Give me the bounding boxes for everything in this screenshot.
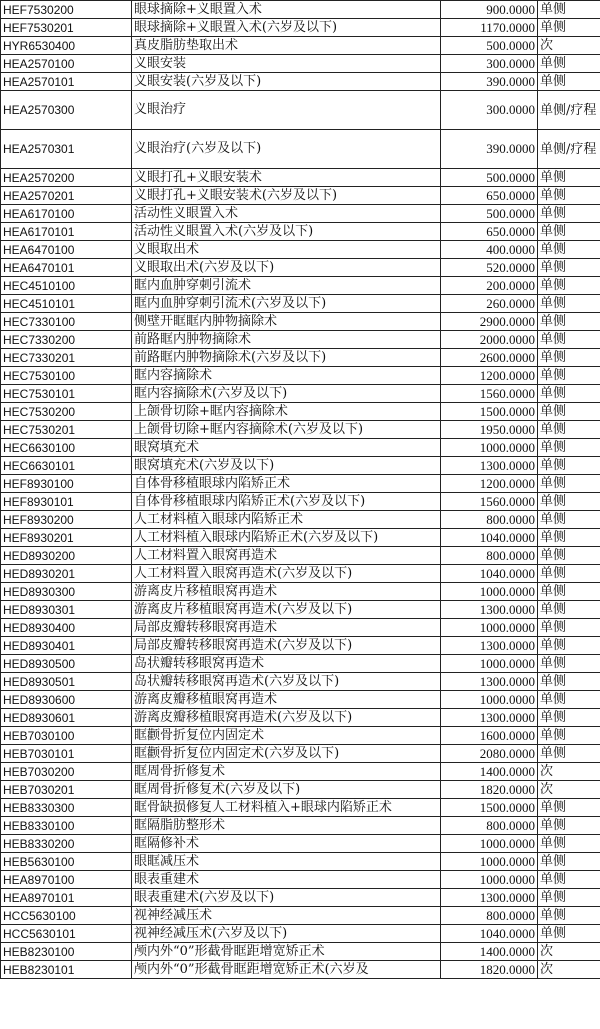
item-name-cell: 义眼治疗(六岁及以下) — [132, 130, 441, 169]
code-cell: HEA2570201 — [1, 187, 132, 205]
price-cell: 1300.0000 — [441, 457, 538, 475]
code-cell: HEA2570200 — [1, 169, 132, 187]
unit-cell: 单侧 — [538, 385, 600, 403]
unit-cell: 次 — [538, 961, 600, 979]
table-row — [1, 331, 600, 349]
unit-cell: 单侧 — [538, 655, 600, 673]
unit-cell: 次 — [538, 943, 600, 961]
code-cell: HEB8330300 — [1, 799, 132, 817]
item-name-cell: 前路眶内肿物摘除术 — [132, 331, 441, 349]
table-row — [1, 457, 600, 475]
price-cell: 1000.0000 — [441, 439, 538, 457]
unit-cell: 单侧 — [538, 817, 600, 835]
code-cell: HED8930501 — [1, 673, 132, 691]
price-cell: 1560.0000 — [441, 385, 538, 403]
item-name-cell: 前路眶内肿物摘除术(六岁及以下) — [132, 349, 441, 367]
table-row — [1, 817, 600, 835]
item-name-cell: 眶内血肿穿刺引流术(六岁及以下) — [132, 295, 441, 313]
code-cell: HED8930201 — [1, 565, 132, 583]
item-name-cell: 眼表重建术 — [132, 871, 441, 889]
code-cell: HED8930500 — [1, 655, 132, 673]
table-row — [1, 799, 600, 817]
item-name-cell: 活动性义眼置入术 — [132, 205, 441, 223]
item-name-cell: 岛状瓣转移眼窝再造术(六岁及以下) — [132, 673, 441, 691]
item-name-cell: 游离皮瓣移植眼窝再造术(六岁及以下) — [132, 709, 441, 727]
code-cell: HEA8970100 — [1, 871, 132, 889]
item-name-cell: 侧壁开眶眶内肿物摘除术 — [132, 313, 441, 331]
price-cell: 2000.0000 — [441, 331, 538, 349]
code-cell: HEC4510101 — [1, 295, 132, 313]
unit-cell: 单侧 — [538, 439, 600, 457]
price-cell: 800.0000 — [441, 817, 538, 835]
item-name-cell: 眼表重建术(六岁及以下) — [132, 889, 441, 907]
price-cell: 1400.0000 — [441, 763, 538, 781]
price-cell: 2600.0000 — [441, 349, 538, 367]
table-row — [1, 295, 600, 313]
price-cell: 1000.0000 — [441, 583, 538, 601]
table-row — [1, 385, 600, 403]
unit-cell: 单侧 — [538, 457, 600, 475]
code-cell: HEA2570100 — [1, 55, 132, 73]
item-name-cell: 上颌骨切除+眶内容摘除术 — [132, 403, 441, 421]
unit-cell: 单侧 — [538, 601, 600, 619]
item-name-cell: 视神经减压术 — [132, 907, 441, 925]
item-name-cell: 眶颧骨折复位内固定术(六岁及以下) — [132, 745, 441, 763]
item-name-cell: 眶内容摘除术 — [132, 367, 441, 385]
price-cell: 800.0000 — [441, 907, 538, 925]
code-cell: HEA2570301 — [1, 130, 132, 169]
item-name-cell: 人工材料植入眼球内陷矫正术 — [132, 511, 441, 529]
unit-cell: 单侧 — [538, 547, 600, 565]
code-cell: HEB8330200 — [1, 835, 132, 853]
price-cell: 1040.0000 — [441, 529, 538, 547]
table-row — [1, 277, 600, 295]
item-name-cell: 颅内外“0”形截骨眶距增宽矫正术 — [132, 943, 441, 961]
code-cell: HEB7030201 — [1, 781, 132, 799]
unit-cell: 单侧 — [538, 19, 600, 37]
table-row — [1, 493, 600, 511]
table-row — [1, 55, 600, 73]
fee-table-body — [1, 1, 600, 979]
table-row — [1, 403, 600, 421]
item-name-cell: 眶内血肿穿刺引流术 — [132, 277, 441, 295]
table-row — [1, 529, 600, 547]
code-cell: HEC7530101 — [1, 385, 132, 403]
unit-cell: 单侧 — [538, 583, 600, 601]
unit-cell: 单侧 — [538, 673, 600, 691]
unit-cell: 单侧 — [538, 403, 600, 421]
code-cell: HED8930601 — [1, 709, 132, 727]
unit-cell: 单侧 — [538, 223, 600, 241]
unit-cell: 单侧 — [538, 259, 600, 277]
code-cell: HED8930301 — [1, 601, 132, 619]
unit-cell: 单侧 — [538, 55, 600, 73]
code-cell: HEB7030200 — [1, 763, 132, 781]
code-cell: HEF8930100 — [1, 475, 132, 493]
table-row — [1, 475, 600, 493]
unit-cell: 单侧 — [538, 421, 600, 439]
price-cell: 300.0000 — [441, 91, 538, 130]
price-cell: 1300.0000 — [441, 889, 538, 907]
price-cell: 1300.0000 — [441, 637, 538, 655]
table-row — [1, 565, 600, 583]
code-cell: HEC7330201 — [1, 349, 132, 367]
unit-cell: 单侧 — [538, 295, 600, 313]
price-cell: 800.0000 — [441, 511, 538, 529]
table-row — [1, 691, 600, 709]
code-cell: HCC5630100 — [1, 907, 132, 925]
item-name-cell: 自体骨移植眼球内陷矫正术(六岁及以下) — [132, 493, 441, 511]
table-row — [1, 91, 600, 130]
price-cell: 520.0000 — [441, 259, 538, 277]
price-cell: 2900.0000 — [441, 313, 538, 331]
code-cell: HEB8230100 — [1, 943, 132, 961]
price-cell: 1300.0000 — [441, 709, 538, 727]
item-name-cell: 游离皮瓣移植眼窝再造术 — [132, 691, 441, 709]
code-cell: HCC5630101 — [1, 925, 132, 943]
price-cell: 1000.0000 — [441, 871, 538, 889]
unit-cell: 单侧 — [538, 493, 600, 511]
table-row — [1, 19, 600, 37]
code-cell: HYR6530400 — [1, 37, 132, 55]
unit-cell: 次 — [538, 763, 600, 781]
item-name-cell: 眶周骨折修复术 — [132, 763, 441, 781]
code-cell: HEF8930201 — [1, 529, 132, 547]
unit-cell: 单侧 — [538, 727, 600, 745]
unit-cell: 次 — [538, 781, 600, 799]
table-row — [1, 925, 600, 943]
table-row — [1, 781, 600, 799]
table-row — [1, 835, 600, 853]
table-row — [1, 943, 600, 961]
item-name-cell: 活动性义眼置入术(六岁及以下) — [132, 223, 441, 241]
unit-cell: 单侧 — [538, 565, 600, 583]
item-name-cell: 岛状瓣转移眼窝再造术 — [132, 655, 441, 673]
table-row — [1, 619, 600, 637]
price-cell: 260.0000 — [441, 295, 538, 313]
item-name-cell: 自体骨移植眼球内陷矫正术 — [132, 475, 441, 493]
item-name-cell: 眶周骨折修复术(六岁及以下) — [132, 781, 441, 799]
price-cell: 1400.0000 — [441, 943, 538, 961]
table-row — [1, 763, 600, 781]
unit-cell: 单侧 — [538, 745, 600, 763]
table-row — [1, 241, 600, 259]
unit-cell: 单侧 — [538, 187, 600, 205]
item-name-cell: 眶内容摘除术(六岁及以下) — [132, 385, 441, 403]
item-name-cell: 人工材料植入眼球内陷矫正术(六岁及以下) — [132, 529, 441, 547]
price-cell: 1040.0000 — [441, 925, 538, 943]
code-cell: HEC7330100 — [1, 313, 132, 331]
code-cell: HEC7530100 — [1, 367, 132, 385]
unit-cell: 单侧 — [538, 331, 600, 349]
item-name-cell: 游离皮片移植眼窝再造术 — [132, 583, 441, 601]
price-cell: 2080.0000 — [441, 745, 538, 763]
code-cell: HEC4510100 — [1, 277, 132, 295]
item-name-cell: 义眼打孔+义眼安装术(六岁及以下) — [132, 187, 441, 205]
code-cell: HEB7030100 — [1, 727, 132, 745]
price-cell: 1170.0000 — [441, 19, 538, 37]
price-cell: 650.0000 — [441, 187, 538, 205]
table-row — [1, 130, 600, 169]
code-cell: HEB8330100 — [1, 817, 132, 835]
unit-cell: 单侧 — [538, 73, 600, 91]
code-cell: HEB8230101 — [1, 961, 132, 979]
unit-cell: 单侧 — [538, 619, 600, 637]
code-cell: HED8930200 — [1, 547, 132, 565]
item-name-cell: 人工材料置入眼窝再造术 — [132, 547, 441, 565]
code-cell: HED8930401 — [1, 637, 132, 655]
table-row — [1, 547, 600, 565]
price-cell: 1300.0000 — [441, 673, 538, 691]
table-row — [1, 205, 600, 223]
unit-cell: 单侧 — [538, 205, 600, 223]
item-name-cell: 义眼安装(六岁及以下) — [132, 73, 441, 91]
unit-cell: 单侧 — [538, 169, 600, 187]
unit-cell: 单侧 — [538, 637, 600, 655]
code-cell: HEA2570101 — [1, 73, 132, 91]
unit-cell: 单侧 — [538, 511, 600, 529]
unit-cell: 单侧/疗程 — [538, 91, 600, 130]
table-row — [1, 709, 600, 727]
code-cell: HEA6470101 — [1, 259, 132, 277]
item-name-cell: 眼眶减压术 — [132, 853, 441, 871]
price-cell: 500.0000 — [441, 169, 538, 187]
price-cell: 1000.0000 — [441, 853, 538, 871]
code-cell: HEC6630101 — [1, 457, 132, 475]
code-cell: HEB7030101 — [1, 745, 132, 763]
table-row — [1, 907, 600, 925]
price-cell: 1300.0000 — [441, 601, 538, 619]
code-cell: HEA8970101 — [1, 889, 132, 907]
code-cell: HED8930300 — [1, 583, 132, 601]
table-row — [1, 673, 600, 691]
item-name-cell: 局部皮瓣转移眼窝再造术(六岁及以下) — [132, 637, 441, 655]
price-cell: 500.0000 — [441, 37, 538, 55]
price-cell: 1200.0000 — [441, 367, 538, 385]
table-row — [1, 187, 600, 205]
table-row — [1, 37, 600, 55]
table-row — [1, 637, 600, 655]
price-cell: 1000.0000 — [441, 691, 538, 709]
price-cell: 390.0000 — [441, 73, 538, 91]
code-cell: HED8930400 — [1, 619, 132, 637]
table-row — [1, 313, 600, 331]
table-row — [1, 349, 600, 367]
item-name-cell: 眼球摘除+义眼置入术(六岁及以下) — [132, 19, 441, 37]
table-row — [1, 889, 600, 907]
table-row — [1, 421, 600, 439]
item-name-cell: 眶隔修补术 — [132, 835, 441, 853]
price-cell: 400.0000 — [441, 241, 538, 259]
price-cell: 1500.0000 — [441, 403, 538, 421]
table-row — [1, 655, 600, 673]
code-cell: HEA6170100 — [1, 205, 132, 223]
price-cell: 1040.0000 — [441, 565, 538, 583]
price-cell: 1000.0000 — [441, 655, 538, 673]
table-row — [1, 601, 600, 619]
item-name-cell: 眼球摘除+义眼置入术 — [132, 1, 441, 19]
table-row — [1, 367, 600, 385]
unit-cell: 单侧 — [538, 529, 600, 547]
unit-cell: 单侧/疗程 — [538, 130, 600, 169]
price-cell: 500.0000 — [441, 205, 538, 223]
table-row — [1, 259, 600, 277]
unit-cell: 单侧 — [538, 871, 600, 889]
code-cell: HEC7330200 — [1, 331, 132, 349]
code-cell: HED8930600 — [1, 691, 132, 709]
price-cell: 1000.0000 — [441, 835, 538, 853]
code-cell: HEF8930200 — [1, 511, 132, 529]
price-cell: 1820.0000 — [441, 781, 538, 799]
unit-cell: 单侧 — [538, 853, 600, 871]
item-name-cell: 义眼治疗 — [132, 91, 441, 130]
item-name-cell: 视神经减压术(六岁及以下) — [132, 925, 441, 943]
item-name-cell: 人工材料置入眼窝再造术(六岁及以下) — [132, 565, 441, 583]
item-name-cell: 义眼安装 — [132, 55, 441, 73]
code-cell: HEF8930101 — [1, 493, 132, 511]
item-name-cell: 眼窝填充术 — [132, 439, 441, 457]
unit-cell: 单侧 — [538, 367, 600, 385]
code-cell: HEA6470100 — [1, 241, 132, 259]
table-row — [1, 745, 600, 763]
price-cell: 200.0000 — [441, 277, 538, 295]
unit-cell: 单侧 — [538, 835, 600, 853]
unit-cell: 单侧 — [538, 907, 600, 925]
item-name-cell: 义眼取出术 — [132, 241, 441, 259]
price-cell: 1560.0000 — [441, 493, 538, 511]
unit-cell: 单侧 — [538, 691, 600, 709]
table-row — [1, 73, 600, 91]
unit-cell: 单侧 — [538, 709, 600, 727]
unit-cell: 单侧 — [538, 313, 600, 331]
code-cell: HEB5630100 — [1, 853, 132, 871]
price-cell: 1820.0000 — [441, 961, 538, 979]
table-row — [1, 583, 600, 601]
table-row — [1, 223, 600, 241]
unit-cell: 单侧 — [538, 889, 600, 907]
code-cell: HEF7530201 — [1, 19, 132, 37]
unit-cell: 单侧 — [538, 349, 600, 367]
item-name-cell: 颅内外“0”形截骨眶距增宽矫正术(六岁及 — [132, 961, 441, 979]
table-row — [1, 439, 600, 457]
code-cell: HEC7530201 — [1, 421, 132, 439]
item-name-cell: 上颌骨切除+眶内容摘除术(六岁及以下) — [132, 421, 441, 439]
unit-cell: 次 — [538, 37, 600, 55]
unit-cell: 单侧 — [538, 799, 600, 817]
price-cell: 900.0000 — [441, 1, 538, 19]
price-cell: 1500.0000 — [441, 799, 538, 817]
item-name-cell: 眶颧骨折复位内固定术 — [132, 727, 441, 745]
item-name-cell: 眶骨缺损修复人工材料植入+眼球内陷矫正术 — [132, 799, 441, 817]
code-cell: HEA6170101 — [1, 223, 132, 241]
code-cell: HEA2570300 — [1, 91, 132, 130]
price-cell: 650.0000 — [441, 223, 538, 241]
unit-cell: 单侧 — [538, 925, 600, 943]
code-cell: HEC6630100 — [1, 439, 132, 457]
price-cell: 300.0000 — [441, 55, 538, 73]
table-row — [1, 1, 600, 19]
unit-cell: 单侧 — [538, 475, 600, 493]
unit-cell: 单侧 — [538, 1, 600, 19]
item-name-cell: 眼窝填充术(六岁及以下) — [132, 457, 441, 475]
item-name-cell: 义眼打孔+义眼安装术 — [132, 169, 441, 187]
price-cell: 800.0000 — [441, 547, 538, 565]
unit-cell: 单侧 — [538, 241, 600, 259]
unit-cell: 单侧 — [538, 277, 600, 295]
price-cell: 1600.0000 — [441, 727, 538, 745]
price-cell: 390.0000 — [441, 130, 538, 169]
item-name-cell: 真皮脂肪垫取出术 — [132, 37, 441, 55]
table-row — [1, 511, 600, 529]
price-cell: 1200.0000 — [441, 475, 538, 493]
price-cell: 1950.0000 — [441, 421, 538, 439]
item-name-cell: 义眼取出术(六岁及以下) — [132, 259, 441, 277]
table-row — [1, 853, 600, 871]
item-name-cell: 局部皮瓣转移眼窝再造术 — [132, 619, 441, 637]
table-row — [1, 727, 600, 745]
table-row — [1, 169, 600, 187]
code-cell: HEC7530200 — [1, 403, 132, 421]
code-cell: HEF7530200 — [1, 1, 132, 19]
table-row — [1, 961, 600, 979]
item-name-cell: 游离皮片移植眼窝再造术(六岁及以下) — [132, 601, 441, 619]
table-row — [1, 871, 600, 889]
item-name-cell: 眶隔脂肪整形术 — [132, 817, 441, 835]
price-cell: 1000.0000 — [441, 619, 538, 637]
